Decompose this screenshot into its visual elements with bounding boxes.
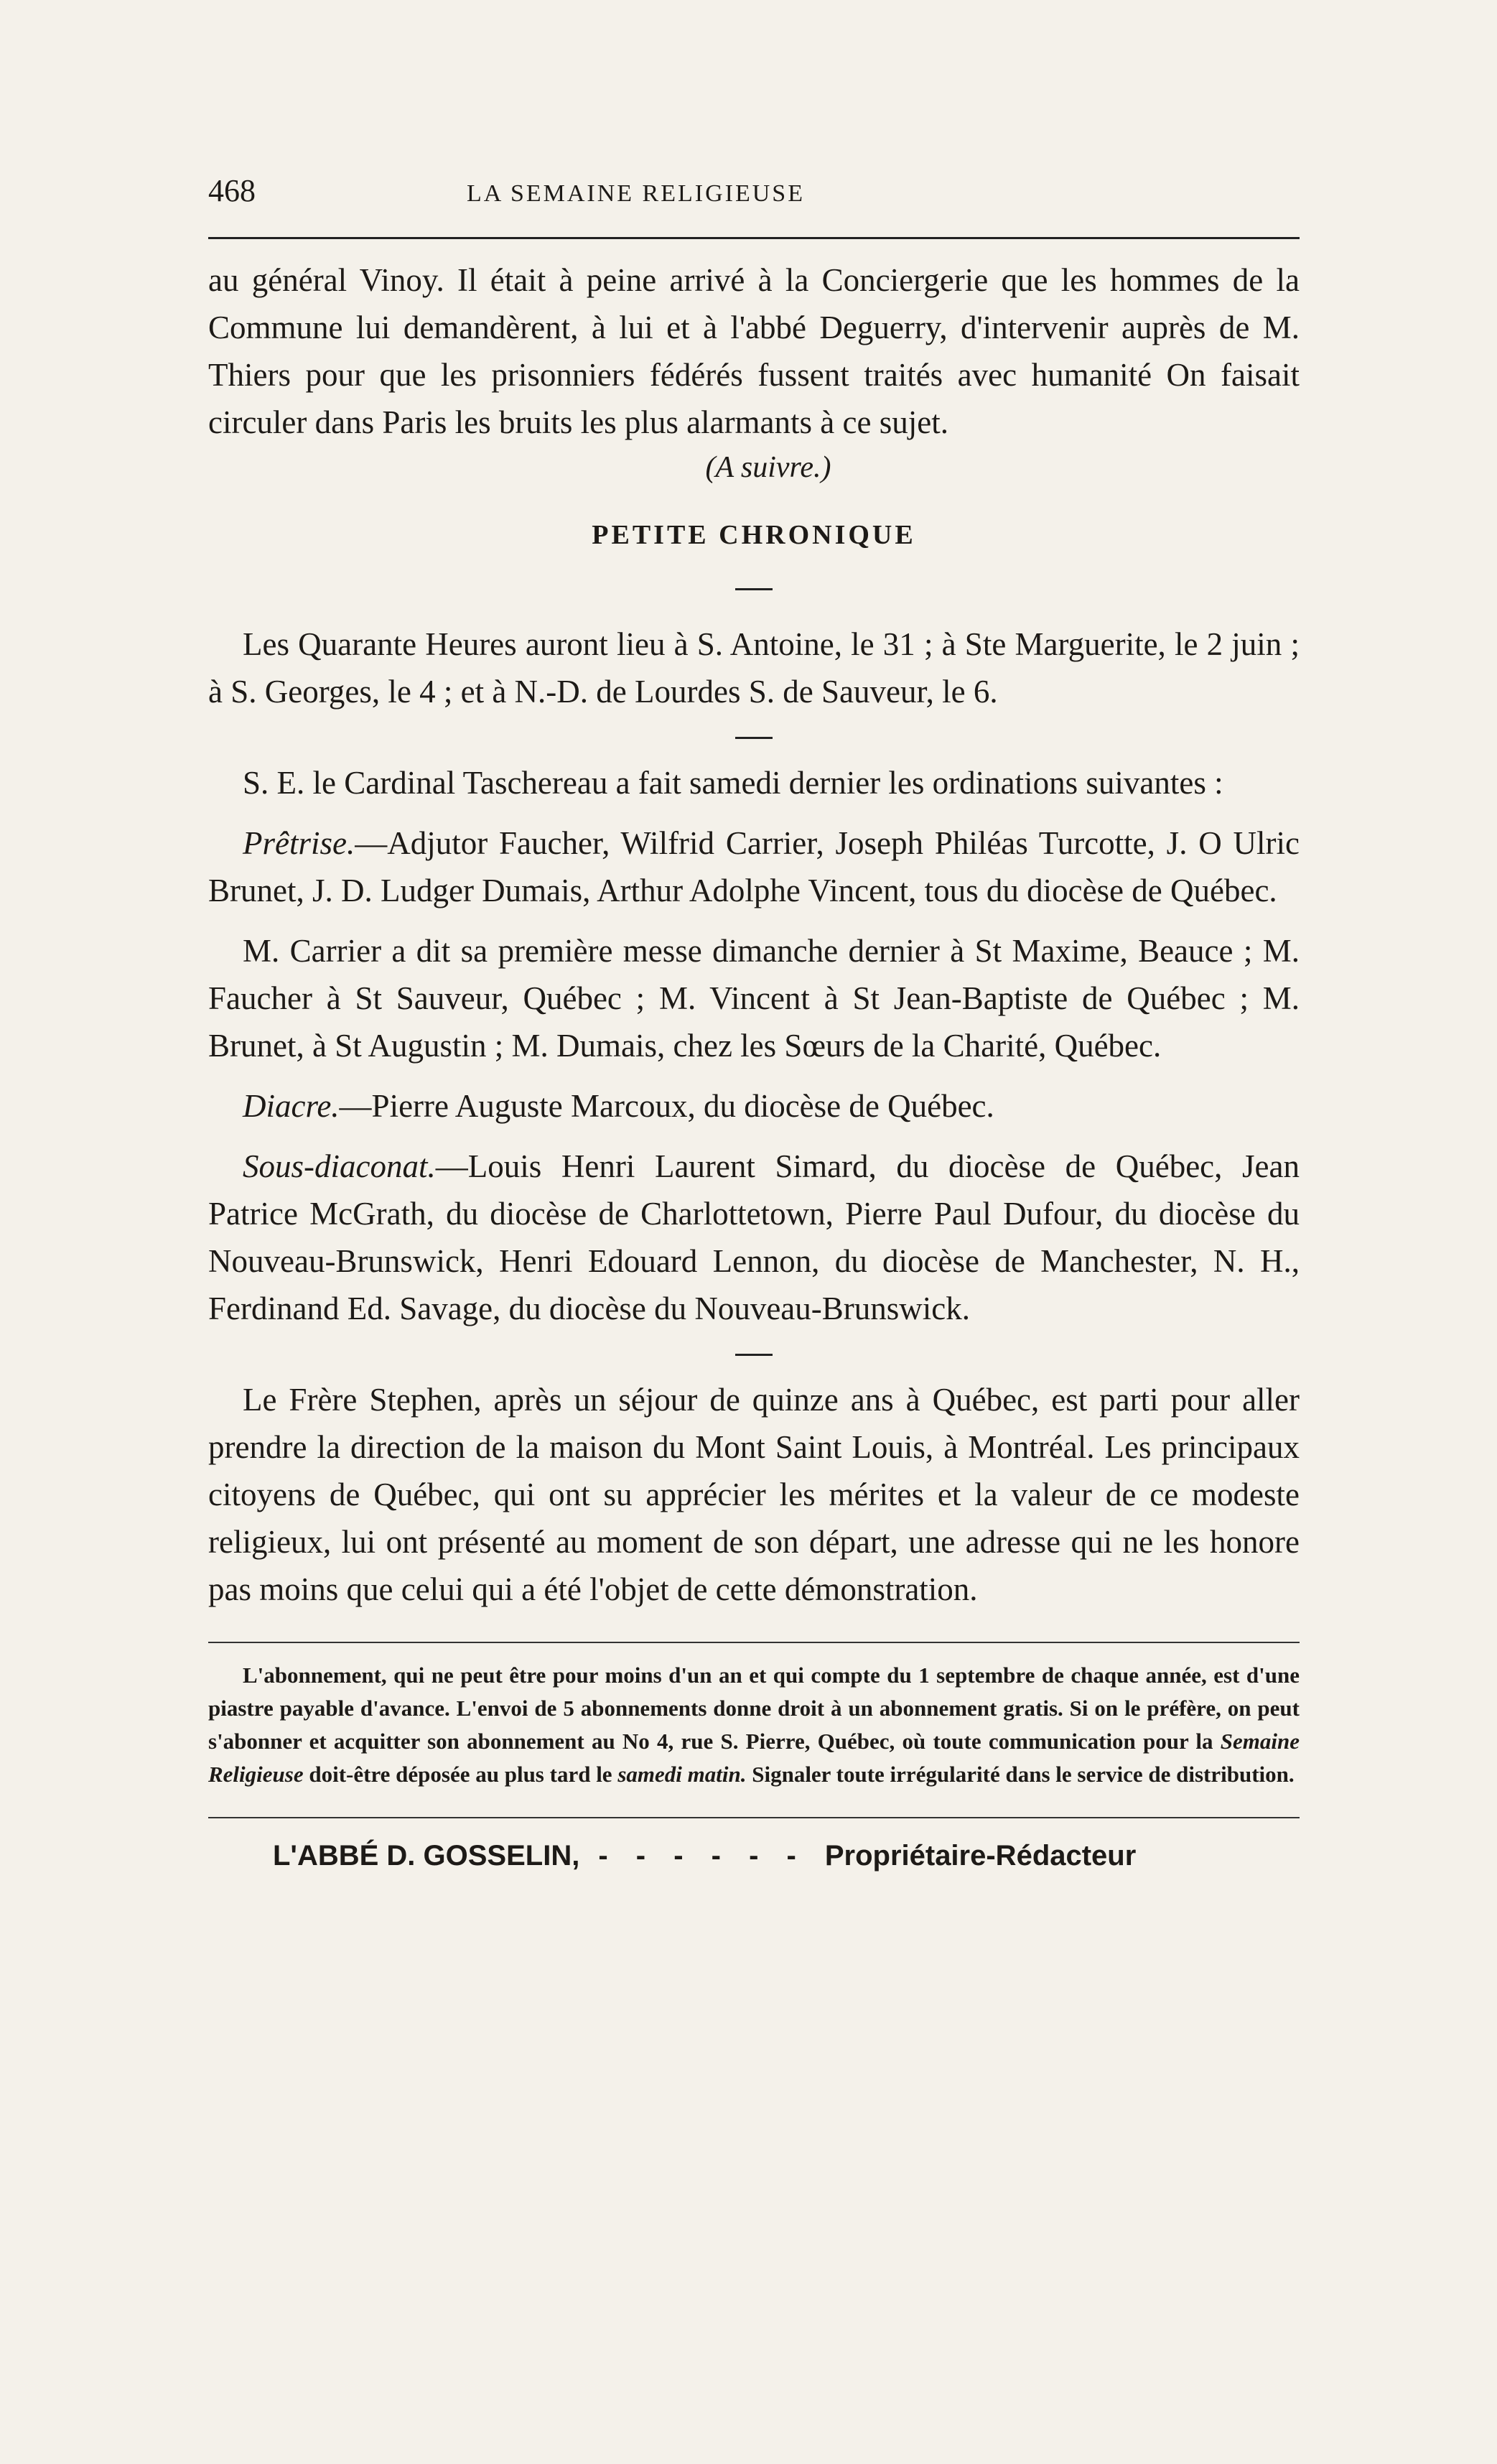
notice-publication-name: Semaine Religieuse [208, 1729, 1300, 1787]
header-rule [208, 237, 1300, 239]
running-head [208, 172, 1300, 230]
signature-line [208, 1840, 1300, 1872]
notice-text-3: Signaler toute irrégularité dans le service de distribution. [746, 1762, 1295, 1787]
paragraph-quarante-heures: Les Quarante Heures auront lieu à S. Antoine, le 31 ; à Ste Marguerite, le 2 juin ; à S. Georges, le 4 ; et à N.-D. de Lourdes S. de Sauveur, le 6. [208, 626, 1300, 710]
label-sous-diaconat: Sous-diaconat. [243, 1148, 436, 1184]
paragraph-sous-diaconat [208, 1143, 1300, 1332]
notice-text-2: doit-être déposée au plus tard le [303, 1762, 618, 1787]
label-diacre: Diacre. [243, 1088, 340, 1124]
to-be-continued: (A suivre.) [705, 451, 831, 484]
section-title: PETITE CHRONIQUE [592, 520, 916, 550]
paragraph-diacre [208, 1082, 1300, 1130]
separator-dash [735, 1354, 773, 1356]
separator-dash [735, 588, 773, 590]
paragraph-frere-stephen: Le Frère Stephen, après un séjour de quinze ans à Québec, est parti pour aller prendre la direction de la maison du Mont Saint Louis, à Montréal. Les principaux citoyens de Québec, qui ont su apprécier les mérites et la valeur de ce modeste religieux, lui ont présenté au moment de son départ, une adresse qui ne les honore pas moins que celui qui a été l'objet de cette démonstration. [208, 1382, 1300, 1607]
page [208, 172, 1300, 1872]
text-diacre: —Pierre Auguste Marcoux, du diocèse de Québec. [339, 1088, 994, 1124]
continuation-paragraph: au général Vinoy. Il était à peine arrivé à la Conciergerie que les hommes de la Commune lui demandèrent, à lui et à l'abbé Deguerry, d'intervenir auprès de M. Thiers pour que les prisonniers fédérés fussent traités avec humanité On faisait circuler dans Paris les bruits les plus alarmants à ce sujet. [208, 262, 1300, 440]
label-pretrise: Prêtrise. [243, 825, 355, 861]
signature-rule [208, 1817, 1300, 1818]
text-pretrise: —Adjutor Faucher, Wilfrid Carrier, Joseph Philéas Turcotte, J. O Ulric Brunet, J. D. Ludger Dumais, Arthur Adolphe Vincent, tous du diocèse de Québec. [208, 825, 1300, 908]
notice-rule [208, 1642, 1300, 1643]
signature-name: L'ABBÉ D. GOSSELIN, [273, 1840, 580, 1872]
subscription-notice [208, 1659, 1300, 1791]
paragraph-premiere-messe: M. Carrier a dit sa première messe dimanche dernier à St Maxime, Beauce ; M. Faucher à St Sauveur, Québec ; M. Vincent à St Jean-Baptiste de Québec ; M. Brunet, à St Augustin ; M. Dumais, chez les Sœurs de la Charité, Québec. [208, 933, 1300, 1064]
page-number: 468 [208, 173, 256, 208]
signature-role: Propriétaire-Rédacteur [824, 1840, 1137, 1872]
notice-deadline: samedi matin. [617, 1762, 747, 1787]
separator-dash [735, 737, 773, 739]
text-sous-diaconat: —Louis Henri Laurent Simard, du diocèse de Québec, Jean Patrice McGrath, du diocèse de Charlottetown, Pierre Paul Dufour, du diocèse du Nouveau-Brunswick, Henri Edouard Lennon, du diocèse de Manchester, N. H., Ferdinand Ed. Savage, du diocèse du Nouveau-Brunswick. [208, 1148, 1300, 1326]
notice-text-1: L'abonnement, qui ne peut être pour moins d'un an et qui compte du 1 septembre de chaque année, est d'une piastre payable d'avance. L'envoi de 5 abonnements donne droit à un abonnement gratis. Si on le préfère, on peut s'abonner et acquitter son abonnement au No 4, rue S. Pierre, Québec, où toute communication pour la [208, 1663, 1300, 1754]
signature-dots: - - - - - - [598, 1840, 806, 1872]
paragraph-ordinations-intro: S. E. le Cardinal Taschereau a fait samedi dernier les ordinations suivantes : [243, 765, 1223, 801]
paragraph-pretrise [208, 819, 1300, 914]
running-title: LA SEMAINE RELIGIEUSE [467, 180, 805, 207]
